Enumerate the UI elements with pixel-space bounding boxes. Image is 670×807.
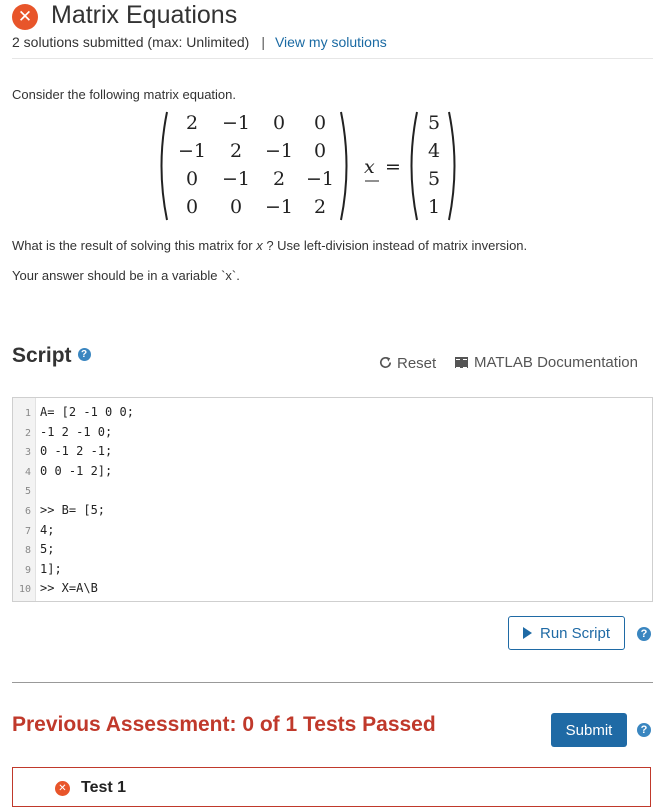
submit-button[interactable]: Submit <box>551 713 627 747</box>
line-number: 1 <box>24 408 31 419</box>
vector-cell: 5 <box>427 112 441 134</box>
solutions-count: 2 solutions submitted (max: Unlimited) <box>12 34 250 50</box>
right-paren-icon <box>339 110 353 222</box>
code-text: A= [2 -1 0 0; <box>40 405 134 419</box>
vector-cell: 4 <box>427 140 441 162</box>
vector-cell: 1 <box>427 196 441 218</box>
line-number: 4 <box>24 466 31 478</box>
matrix-cell: −1 <box>221 112 250 134</box>
line-number: 8 <box>24 545 31 557</box>
left-paren-icon <box>155 110 169 222</box>
code-text: 4; <box>40 522 55 537</box>
code-line <box>13 441 652 461</box>
reset-button[interactable] <box>378 355 436 372</box>
code-text: 0 -1 2 -1; <box>40 444 113 459</box>
failed-status-icon: ✕ <box>12 4 38 30</box>
code-text: -1 2 -1 0; <box>40 424 113 439</box>
code-line <box>13 402 652 422</box>
matrix-cell: −1 <box>221 168 250 190</box>
reset-icon <box>378 355 393 370</box>
line-number: 9 <box>24 564 31 576</box>
matrix-cell: −1 <box>264 140 293 162</box>
run-script-button[interactable] <box>508 616 625 650</box>
assessment-result-heading: Previous Assessment: 0 of 1 Tests Passed <box>12 713 436 736</box>
code-line <box>13 539 652 559</box>
matrix-cell: −1 <box>305 168 334 190</box>
vector-left-paren-icon <box>405 110 419 222</box>
matrix-variable: x <box>364 156 375 178</box>
question-text-end: ? Use left-division instead of matrix inversion. <box>262 238 528 253</box>
run-help-icon[interactable]: ? <box>637 627 651 641</box>
matrix-equation <box>155 110 465 222</box>
test-failed-icon: ✕ <box>55 781 70 796</box>
help-icon[interactable]: ? <box>78 348 91 361</box>
code-line <box>13 461 652 481</box>
code-text: >> X=A\B <box>40 581 98 596</box>
play-icon <box>523 627 532 639</box>
matrix-cell: −1 <box>177 140 206 162</box>
answer-note: Your answer should be in a variable `x`. <box>12 268 240 283</box>
line-number: 2 <box>24 427 31 439</box>
matrix-cell: 2 <box>229 140 243 162</box>
submission-meta <box>12 34 387 50</box>
code-line <box>13 500 652 520</box>
matrix-cell: 0 <box>272 112 286 134</box>
code-text: 5; <box>40 542 55 557</box>
variable-underline <box>365 180 379 183</box>
line-number: 7 <box>24 525 31 537</box>
matrix-cell: 0 <box>313 140 327 162</box>
matrix-cell: 0 <box>313 112 327 134</box>
matlab-documentation-link[interactable] <box>455 354 638 371</box>
test-result-panel[interactable] <box>12 767 651 807</box>
problem-question <box>12 238 527 253</box>
matrix-cell: 0 <box>185 196 199 218</box>
header-divider <box>12 58 653 59</box>
script-editor[interactable] <box>12 397 653 602</box>
code-line <box>13 480 652 500</box>
matrix-cell: 2 <box>272 168 286 190</box>
code-line <box>13 520 652 540</box>
script-title: Script <box>12 344 72 367</box>
vector-cell: 5 <box>427 168 441 190</box>
test-label[interactable]: Test 1 <box>81 779 127 796</box>
book-icon <box>455 357 468 368</box>
matrix-cell: −1 <box>264 196 293 218</box>
code-text: 0 0 -1 2]; <box>40 463 113 478</box>
code-text: >> B= [5; <box>40 503 106 517</box>
reset-label: Reset <box>397 355 437 372</box>
view-solutions-link[interactable]: View my solutions <box>274 34 387 50</box>
vector-right-paren-icon <box>447 110 461 222</box>
question-text-start: What is the result of solving this matrix for <box>12 238 257 253</box>
line-number: 5 <box>24 486 31 498</box>
code-line <box>13 578 652 598</box>
line-number: 6 <box>24 506 31 517</box>
code-text: 1]; <box>40 561 62 576</box>
run-script-label: Run Script <box>539 624 611 642</box>
page-title: Matrix Equations <box>51 1 238 29</box>
matrix-cell: 2 <box>313 196 327 218</box>
line-number: 3 <box>24 447 31 459</box>
submit-help-icon[interactable]: ? <box>637 723 651 737</box>
line-number: 10 <box>18 584 31 596</box>
question-variable: x <box>256 238 263 253</box>
equals-sign: = <box>385 156 401 178</box>
matrix-cell: 2 <box>185 112 199 134</box>
script-heading <box>12 344 91 368</box>
separator: | <box>261 34 265 50</box>
section-divider <box>12 682 653 683</box>
matrix-cell: 0 <box>229 196 243 218</box>
code-line <box>13 422 652 442</box>
matrix-cell: 0 <box>185 168 199 190</box>
problem-intro: Consider the following matrix equation. <box>12 87 237 102</box>
code-line <box>13 559 652 579</box>
documentation-label: MATLAB Documentation <box>474 354 638 371</box>
